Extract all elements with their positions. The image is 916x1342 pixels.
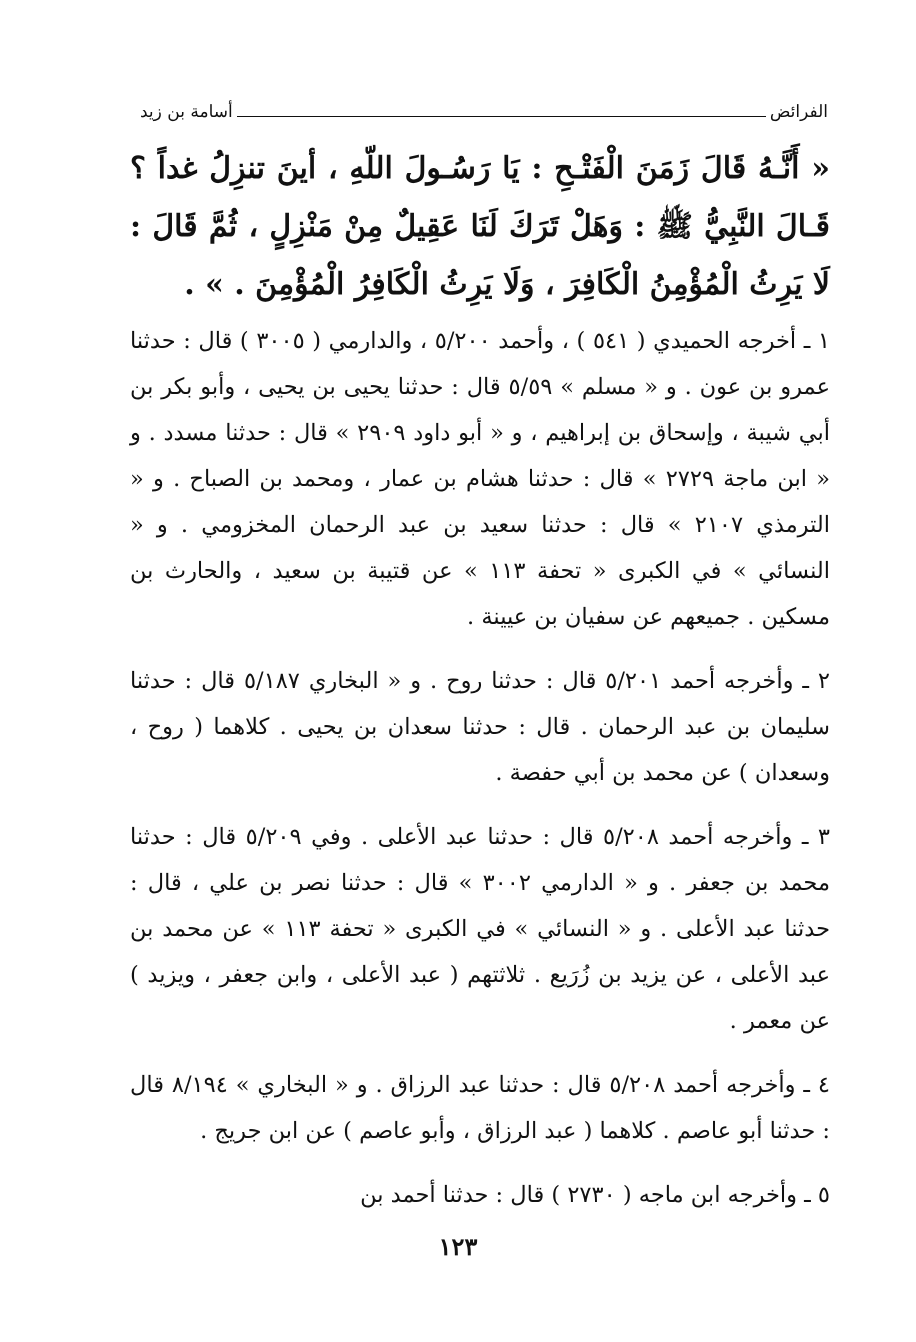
note-3: ٣ ـ وأخرجه أحمد ٥/٢٠٨ قال : حدثنا عبد الأعلى . وفي ٥/٢٠٩ قال : حدثنا محمد بن جعفر . و « الدارمي ٣٠٠٢ » قال : حدثنا نصر بن علي ، قال : حدثنا عبد الأعلى . و « النسائي » في الكبرى « تحفة ١١٣ » عن محمد بن عبد الأعلى ، عن يزيد بن زُرَيع . ثلاثتهم ( عبد الأعلى ، وابن جعفر ، ويزيد ) عن معمر .	[130, 824, 831, 1034]
takhrij-notes	[130, 318, 830, 1236]
running-title: أسامة بن زيد	[140, 102, 233, 122]
note-2: ٢ ـ وأخرجه أحمد ٥/٢٠١ قال : حدثنا روح . و « البخاري ٥/١٨٧ قال : حدثنا سليمان بن عبد الرحمان . قال : حدثنا سعدان بن يحيى . كلاهما ( روح ، وسعدان ) عن محمد بن أبي حفصة .	[130, 668, 830, 786]
page-number: ١٢٣	[438, 1232, 478, 1261]
note-1: ١ ـ أخرجه الحميدي ( ٥٤١ ) ، وأحمد ٥/٢٠٠ ، والدارمي ( ٣٠٠٥ ) قال : حدثنا عمرو بن عون . و « مسلم » ٥/٥٩ قال : حدثنا يحيى بن يحيى ، وأبو بكر بن أبي شيبة ، وإسحاق بن إبراهيم ، و « أبو داود ٢٩٠٩ » قال : حدثنا مسدد . و « ابن ماجة ٢٧٢٩ » قال : حدثنا هشام بن عمار ، ومحمد بن الصباح . و « الترمذي ٢١٠٧ » قال : حدثنا سعيد بن عبد الرحمان المخزومي . و « النسائي » في الكبرى « تحفة ١١٣ » عن قتيبة بن سعيد ، والحارث بن مسكين . جميعهم عن سفيان بن عيينة .	[130, 328, 831, 630]
note-4: ٤ ـ وأخرجه أحمد ٥/٢٠٨ قال : حدثنا عبد الرزاق . و « البخاري » ٨/١٩٤ قال : حدثنا أبو عاصم . كلاهما ( عبد الرزاق ، وأبو عاصم ) عن ابن جريج .	[130, 1072, 830, 1144]
hadith-text: « أَنَّـهُ قَالَ زَمَنَ الْفَتْـحِ : يَا رَسُـولَ اللّهِ ، أينَ تنزِلُ غداً ؟ قَـالَ النَّبِيُّ ﷺ : وَهَلْ تَرَكَ لَنَا عَقِيلٌ مِنْ مَنْزِلٍ ، ثُمَّ قَالَ : لَا يَرِثُ الْمُؤْمِنُ الْكَافِرَ ، وَلَا يَرِثُ الْكَافِرُ الْمُؤْمِنَ . » .	[130, 151, 830, 302]
section-title: الفرائض	[769, 102, 828, 122]
note-5: ٥ ـ وأخرجه ابن ماجه ( ٢٧٣٠ ) قال : حدثنا أحمد بن	[360, 1182, 830, 1208]
header-rule	[237, 116, 766, 117]
running-header	[140, 96, 828, 122]
